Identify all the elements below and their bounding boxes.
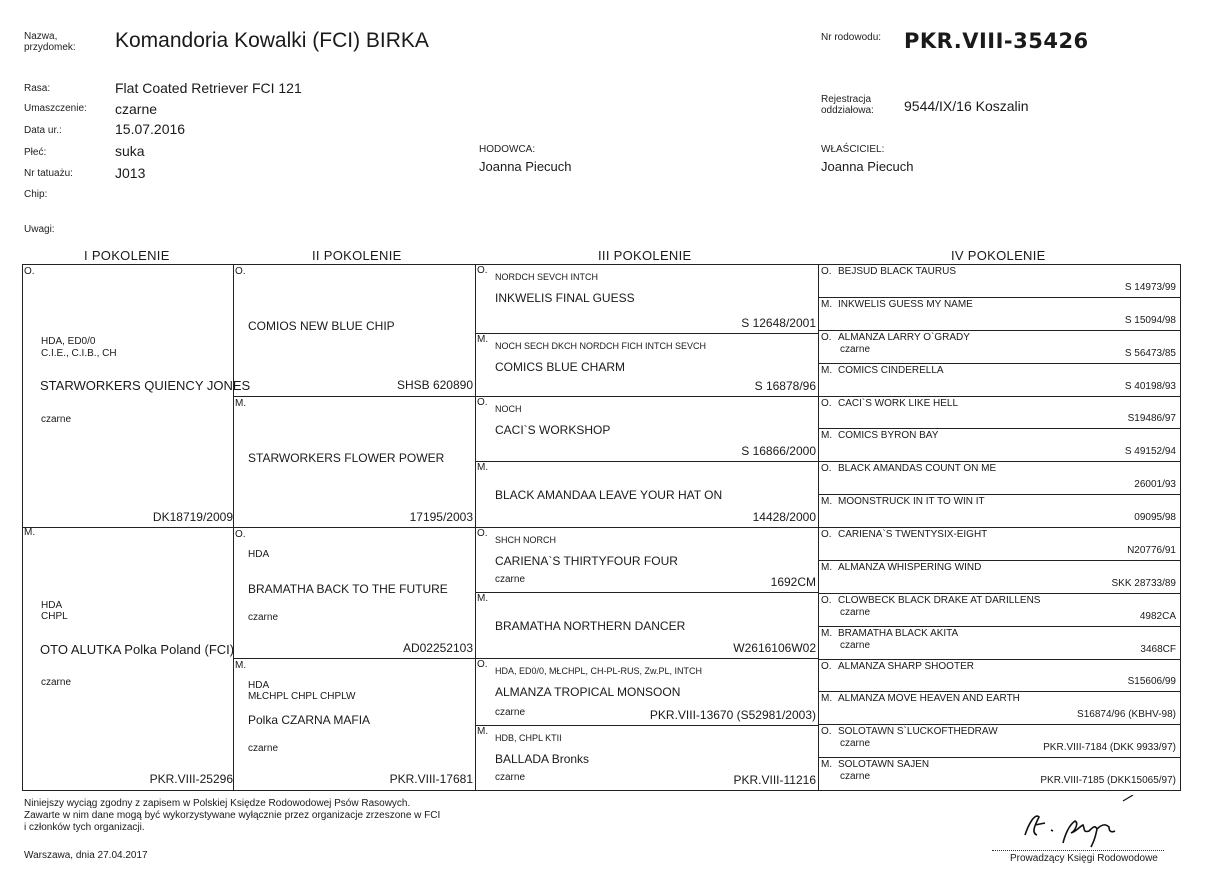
gen3-name: CACI`S WORKSHOP — [495, 423, 611, 437]
gen3-reg: PKR.VIII-13670 (S52981/2003) — [649, 708, 816, 722]
gen4-name: SOLOTAWN SAJEN — [838, 759, 930, 770]
gen4-name: SOLOTAWN S`LUCKOFTHEDRAW — [838, 726, 998, 737]
grid-line — [818, 593, 1180, 594]
gen-header-1: I POKOLENIE — [84, 248, 170, 263]
gen4-marker: M. — [821, 628, 833, 639]
gen4-reg: 3468CF — [1140, 644, 1176, 655]
gen4-marker: M. — [821, 496, 833, 507]
gen4-name: BRAMATHA BLACK AKITA — [838, 628, 959, 639]
gen4-color: czarne — [840, 640, 871, 651]
gen2-color: czarne — [248, 612, 279, 623]
gen4-name: ALMANZA WHISPERING WIND — [838, 562, 982, 573]
gen4-reg: SKK 28733/89 — [1111, 578, 1176, 589]
plec-value: suka — [115, 143, 145, 159]
gen4-name: CACI`S WORK LIKE HELL — [838, 398, 959, 409]
gen3-titles: NORDCH SEVCH INTCH — [495, 272, 599, 282]
gen4-marker: M. — [821, 430, 833, 441]
gen1-dam-reg: PKR.VIII-25296 — [149, 772, 233, 786]
gen4-name: BEJSUD BLACK TAURUS — [838, 266, 956, 277]
name-label-1: Nazwa, — [24, 31, 58, 42]
gen4-name: INKWELIS GUESS MY NAME — [838, 299, 973, 310]
gen2-titles: HDA — [248, 680, 270, 691]
gen3-name: COMICS BLUE CHARM — [495, 360, 626, 374]
gen4-color: czarne — [840, 344, 871, 355]
gen4-reg: S 15094/98 — [1124, 315, 1176, 326]
rejestracja-label-1: Rejestracja — [821, 94, 872, 105]
gen4-marker: M. — [821, 365, 833, 376]
gen4-reg: S 40198/93 — [1124, 381, 1176, 392]
tatuaz-label: Nr tatuażu: — [24, 168, 73, 179]
grid-line — [818, 330, 1180, 331]
gen4-marker: O. — [821, 726, 832, 737]
gen4-reg: S15606/99 — [1127, 676, 1176, 687]
gen4-name: ALMANZA MOVE HEAVEN AND EARTH — [838, 693, 1020, 704]
gen3-color: czarne — [495, 707, 526, 718]
gen3-marker: M. — [477, 462, 489, 473]
gen3-marker: O. — [477, 397, 488, 408]
grid-line — [818, 560, 1180, 561]
gen1-sire-reg: DK18719/2009 — [152, 510, 233, 524]
gen4-name: COMICS BYRON BAY — [838, 430, 939, 441]
gen4-reg: S19486/97 — [1127, 413, 1176, 424]
grid-line — [818, 461, 1180, 462]
gen3-marker: O. — [477, 265, 488, 276]
grid-line — [475, 725, 818, 726]
gen4-name: COMICS CINDERELLA — [838, 365, 944, 376]
grid-line — [818, 659, 1180, 660]
gen3-reg: W2616106W02 — [733, 641, 816, 655]
grid-line — [22, 527, 233, 528]
gen3-name: CARIENA`S THIRTYFOUR FOUR — [495, 554, 678, 568]
gen2-marker: O. — [235, 266, 246, 277]
gen2-reg: PKR.VIII-17681 — [389, 772, 473, 786]
grid-line — [818, 527, 1180, 528]
gen1-dam-marker: M. — [24, 527, 36, 538]
grid-line — [818, 428, 1180, 429]
grid-line — [233, 527, 475, 528]
gen3-titles: SHCH NORCH — [495, 535, 557, 545]
umaszczenie-value: czarne — [115, 101, 158, 117]
rejestracja-label-2: oddziałowa: — [821, 105, 874, 116]
gen3-name: BALLADA Bronks — [495, 752, 590, 766]
gen3-name: INKWELIS FINAL GUESS — [495, 291, 635, 305]
gen1-dam-titles-1: HDA — [41, 600, 63, 611]
gen4-reg: 09095/98 — [1134, 512, 1176, 523]
gen2-color: czarne — [248, 743, 279, 754]
gen2-titles: HDA — [248, 549, 270, 560]
data-value: 15.07.2016 — [115, 121, 186, 137]
gen1-dam-titles-2: CHPL — [41, 611, 68, 622]
gen3-titles: NOCH SECH DKCH NORDCH FICH INTCH SEVCH — [495, 341, 707, 351]
grid-line — [818, 396, 1180, 397]
hodowca-value: Joanna Piecuch — [479, 159, 572, 174]
gen4-marker: O. — [821, 332, 832, 343]
gen4-name: CLOWBECK BLACK DRAKE AT DARILLENS — [838, 595, 1041, 606]
reg-number: PKR.VIII-35426 — [904, 29, 1089, 53]
gen2-reg: 17195/2003 — [409, 510, 473, 524]
gen3-marker: O. — [477, 528, 488, 539]
gen3-reg: S 12648/2001 — [741, 316, 816, 330]
reg-label: Nr rodowodu: — [821, 32, 882, 43]
gen4-reg: PKR.VIII-7184 (DKK 9933/97) — [1043, 742, 1176, 753]
gen1-sire-marker: O. — [24, 266, 35, 277]
gen4-marker: O. — [821, 529, 832, 540]
gen4-marker: O. — [821, 595, 832, 606]
gen4-marker: M. — [821, 693, 833, 704]
gen1-sire-name: STARWORKERS QUIENCY JONES — [40, 378, 251, 393]
grid-line — [233, 658, 475, 659]
signer-label: Prowadzący Księgi Rodowodowe — [1010, 853, 1158, 864]
rejestracja-value: 9544/IX/16 Koszalin — [904, 98, 1029, 114]
gen4-color: czarne — [840, 771, 871, 782]
grid-line — [818, 297, 1180, 298]
gen3-titles: HDB, CHPL KTII — [495, 733, 562, 743]
rasa-value: Flat Coated Retriever FCI 121 — [115, 80, 302, 96]
gen-header-4: IV POKOLENIE — [951, 248, 1046, 263]
gen2-marker: O. — [235, 529, 246, 540]
gen4-name: ALMANZA SHARP SHOOTER — [838, 661, 974, 672]
gen1-dam-color: czarne — [41, 677, 72, 688]
gen2-marker: M. — [235, 398, 247, 409]
gen3-name: ALMANZA TROPICAL MONSOON — [495, 685, 681, 699]
gen2-name: STARWORKERS FLOWER POWER — [248, 451, 445, 465]
grid-line — [22, 790, 1180, 791]
gen4-color: czarne — [840, 607, 871, 618]
gen4-reg: S 14973/99 — [1124, 282, 1176, 293]
gen4-marker: M. — [821, 562, 833, 573]
gen4-marker: O. — [821, 398, 832, 409]
grid-line — [475, 527, 818, 528]
grid-line — [22, 264, 1180, 265]
gen4-name: MOONSTRUCK IN IT TO WIN IT — [838, 496, 985, 507]
gen4-name: CARIENA`S TWENTYSIX-EIGHT — [838, 529, 988, 540]
gen3-reg: PKR.VIII-11216 — [733, 773, 816, 787]
gen3-titles: NOCH — [495, 404, 522, 414]
grid-line — [818, 363, 1180, 364]
gen3-marker: M. — [477, 593, 489, 604]
grid-line — [475, 461, 818, 462]
gen4-marker: O. — [821, 463, 832, 474]
gen3-marker: M. — [477, 334, 489, 345]
gen4-reg: S 49152/94 — [1124, 446, 1176, 457]
grid-line — [475, 396, 818, 397]
gen2-name: BRAMATHA BACK TO THE FUTURE — [248, 582, 448, 596]
gen2-marker: M. — [235, 660, 247, 671]
gen2-name: COMIOS NEW BLUE CHIP — [248, 319, 395, 333]
grid-line — [818, 691, 1180, 692]
gen3-reg: 14428/2000 — [752, 510, 816, 524]
gen2-reg: AD02252103 — [402, 641, 473, 655]
gen4-reg: 26001/93 — [1134, 479, 1176, 490]
chip-label: Chip: — [24, 189, 48, 200]
gen4-reg: PKR.VIII-7185 (DKK15065/97) — [1040, 775, 1176, 786]
gen4-name: BLACK AMANDAS COUNT ON ME — [838, 463, 997, 474]
signature-line — [992, 850, 1164, 851]
rasa-label: Rasa: — [24, 83, 51, 94]
uwagi-label: Uwagi: — [24, 224, 55, 235]
gen3-marker: O. — [477, 659, 488, 670]
gen3-reg: 1692CM — [770, 575, 816, 589]
gen4-color: czarne — [840, 738, 871, 749]
gen3-color: czarne — [495, 574, 526, 585]
gen3-reg: S 16878/96 — [754, 379, 816, 393]
gen4-reg: S16874/96 (KBHV-98) — [1077, 709, 1176, 720]
gen1-dam-name: OTO ALUTKA Polka Poland (FCI) — [40, 642, 235, 657]
name-label-2: przydomek: — [24, 42, 76, 53]
gen1-sire-color: czarne — [41, 414, 72, 425]
gen-header-2: II POKOLENIE — [312, 248, 402, 263]
grid-line — [233, 396, 475, 397]
grid-line — [475, 658, 818, 659]
gen2-name: Polka CZARNA MAFIA — [248, 713, 371, 727]
dog-name: Komandoria Kowalki (FCI) BIRKA — [115, 29, 429, 52]
plec-label: Płeć: — [24, 147, 47, 158]
gen2-titles: MŁCHPL CHPL CHPLW — [248, 691, 356, 702]
gen3-name: BRAMATHA NORTHERN DANCER — [495, 619, 686, 633]
wlasciciel-label: WŁAŚCICIEL: — [821, 144, 885, 155]
gen4-marker: O. — [821, 661, 832, 672]
gen3-marker: M. — [477, 726, 489, 737]
gen3-reg: S 16866/2000 — [741, 444, 816, 458]
gen3-name: BLACK AMANDAA LEAVE YOUR HAT ON — [495, 488, 723, 502]
gen4-reg: 4982CA — [1139, 611, 1176, 622]
gen3-titles: HDA, ED0/0, MŁCHPL, CH-PL-RUS, Zw.PL, INTCH — [495, 666, 703, 676]
footer-note-2: Zawarte w nim dane mogą być wykorzystywane wyłącznie przez organizacje zrzeszone w FCI — [24, 810, 441, 821]
footer-date: Warszawa, dnia 27.04.2017 — [24, 850, 148, 861]
gen4-name: ALMANZA LARRY O`GRADY — [838, 332, 970, 343]
gen-header-3: III POKOLENIE — [598, 248, 692, 263]
grid-line — [818, 757, 1180, 758]
grid-line — [475, 333, 818, 334]
footer-note-3: i członków tych organizacji. — [24, 822, 145, 833]
wlasciciel-value: Joanna Piecuch — [821, 159, 914, 174]
tatuaz-value: J013 — [115, 165, 146, 181]
gen4-reg: S 56473/85 — [1124, 348, 1176, 359]
gen2-reg: SHSB 620890 — [396, 378, 473, 392]
data-label: Data ur.: — [24, 125, 62, 136]
grid-line — [818, 494, 1180, 495]
grid-line — [1180, 264, 1181, 791]
gen1-sire-titles-1: HDA, ED0/0 — [41, 336, 96, 347]
umaszczenie-label: Umaszczenie: — [24, 103, 87, 114]
grid-line — [818, 626, 1180, 627]
hodowca-label: HODOWCA: — [479, 144, 536, 155]
gen4-marker: M. — [821, 299, 833, 310]
grid-line — [475, 592, 818, 593]
gen3-color: czarne — [495, 772, 526, 783]
grid-line — [818, 724, 1180, 725]
gen4-reg: N20776/91 — [1127, 545, 1176, 556]
gen4-marker: M. — [821, 759, 833, 770]
footer-note-1: Niniejszy wyciąg zgodny z zapisem w Polskiej Księdze Rodowodowej Psów Rasowych. — [24, 798, 411, 809]
gen1-sire-titles-2: C.I.E., C.I.B., CH — [41, 348, 117, 359]
signature-image — [1005, 795, 1155, 850]
gen4-marker: O. — [821, 266, 832, 277]
